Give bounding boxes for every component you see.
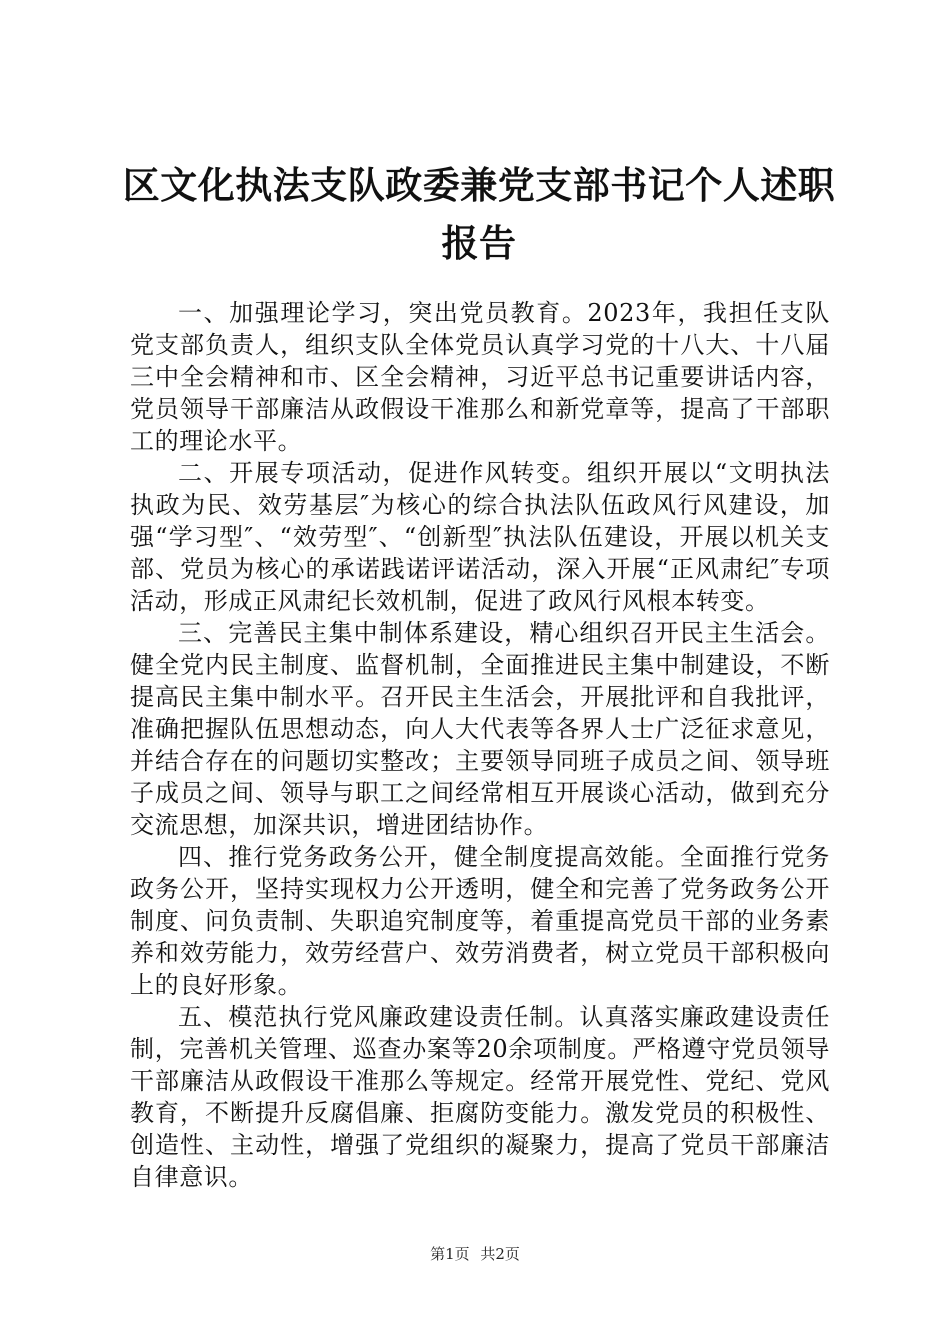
page-total: 共2页	[480, 1245, 520, 1263]
page-footer	[0, 1243, 950, 1264]
paragraph-5: 五、模范执行党风廉政建设责任制。认真落实廉政建设责任制，完善机关管理、巡查办案等20余项制度。严格遵守党员领导干部廉洁从政假设干准那么等规定。经常开展党性、党纪、党风教育，不断提升反腐倡廉、拒腐防变能力。激发党员的积极性、创造性、主动性，增强了党组织的凝聚力，提高了党员干部廉洁自律意识。	[130, 1003, 830, 1191]
paragraph-1: 一、加强理论学习，突出党员教育。2023年，我担任支队党支部负责人，组织支队全体党员认真学习党的十八大、十八届三中全会精神和市、区全会精神，习近平总书记重要讲话内容，党员领导干部廉洁从政假设干准那么和新党章等，提高了干部职工的理论水平。	[130, 299, 830, 455]
paragraph-2: 二、开展专项活动，促进作风转变。组织开展以“文明执法执政为民、效劳基层″为核心的综合执法队伍政风行风建设，加强“学习型″、“效劳型″、“创新型″执法队伍建设，开展以机关支部、党员为核心的承诺践诺评诺活动，深入开展“正风肃纪″专项活动，形成正风肃纪长效机制，促进了政风行风根本转变。	[130, 459, 830, 615]
document-body	[130, 297, 830, 1193]
page-number: 第1页	[430, 1245, 470, 1263]
document-title: 区文化执法支队政委兼党支部书记个人述职报告	[122, 163, 836, 265]
paragraph-3: 三、完善民主集中制体系建设，精心组织召开民主生活会。健全党内民主制度、监督机制，全面推进民主集中制建设，不断提高民主集中制水平。召开民主生活会，开展批评和自我批评，准确把握队伍思想动态，向人大代表等各界人士广泛征求意见，并结合存在的问题切实整改；主要领导同班子成员之间、领导班子成员之间、领导与职工之间经常相互开展谈心活动，做到充分交流思想，加深共识，增进团结协作。	[130, 619, 830, 839]
paragraph-4: 四、推行党务政务公开，健全制度提高效能。全面推行党务政务公开，坚持实现权力公开透明，健全和完善了党务政务公开制度、问负责制、失职追究制度等，着重提高党员干部的业务素养和效劳能力，效劳经营户、效劳消费者，树立党员干部积极向上的良好形象。	[130, 843, 830, 999]
